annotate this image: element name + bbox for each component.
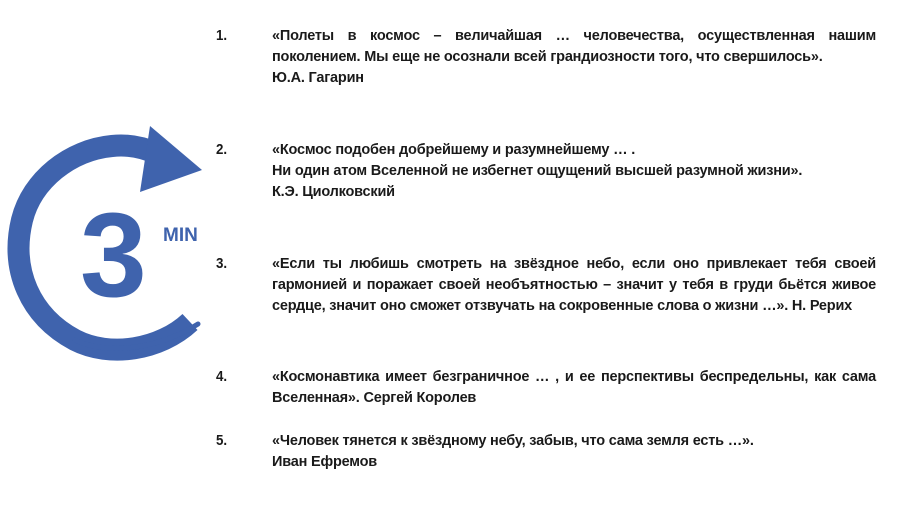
quote-item <box>216 254 876 317</box>
quote-author: Ю.А. Гагарин <box>272 70 364 86</box>
quote-body <box>272 254 876 317</box>
quote-body <box>272 26 876 89</box>
quote-text-line: «Космос подобен добрейшему и разумнейшему … . <box>272 142 636 158</box>
quote-item <box>216 140 876 203</box>
quote-text-line: Ни один атом Вселенной не избегнет ощущений высшей разумной жизни». <box>272 163 803 179</box>
quote-number: 5. <box>216 433 228 449</box>
quote-text: «Если ты любишь смотреть на звёздное небо, если оно привлекает тебя своей гармонией и поражает своей необъятностью – значит у тебя в груди бьётся живое сердце, значит оно сможет отзвучать на сокровенные слова о жизни …». Н. Рерих <box>272 256 876 314</box>
quote-number: 4. <box>216 369 228 385</box>
timer-unit: MIN <box>163 225 198 246</box>
quote-text: «Космонавтика имеет безграничное … , и ее перспективы беспредельны, как сама Вселенная». Сергей Королев <box>272 369 876 406</box>
three-minute-timer <box>0 110 230 370</box>
quote-number: 3. <box>216 256 228 272</box>
quote-item <box>216 431 876 473</box>
quote-number: 2. <box>216 142 228 158</box>
quote-number: 1. <box>216 28 228 44</box>
quote-text: «Человек тянется к звёздному небу, забыв, что сама земля есть …». <box>272 433 754 449</box>
quote-body <box>272 367 876 409</box>
quote-body <box>272 431 876 473</box>
arrow-head-icon <box>140 126 202 192</box>
timer-number: 3 <box>80 188 147 322</box>
circular-arrow-icon <box>0 110 230 370</box>
quote-author: К.Э. Циолковский <box>272 184 395 200</box>
quote-item <box>216 26 876 89</box>
quote-text: «Полеты в космос – величайшая … человечества, осуществленная нашим поколением. Мы еще не осознали всей грандиозности того, что свершилось». <box>272 28 876 65</box>
quote-item <box>216 367 876 409</box>
quote-author: Иван Ефремов <box>272 454 377 470</box>
quote-body <box>272 140 876 203</box>
